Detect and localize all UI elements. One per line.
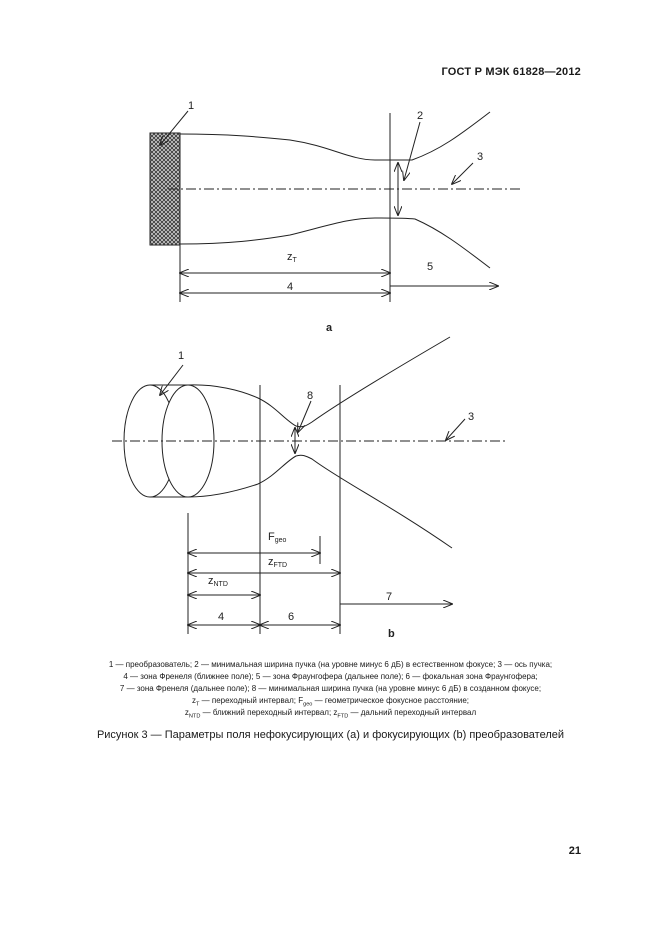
label-zntd-b: zNTD	[208, 575, 228, 588]
label-5-a: 5	[427, 261, 434, 273]
document-header: ГОСТ Р МЭК 61828—2012	[441, 66, 581, 78]
leader-2-a	[404, 122, 420, 180]
figure-b	[112, 337, 508, 634]
leader-3-a	[452, 163, 473, 184]
label-zftd-b: zFTD	[268, 556, 288, 569]
label-fgeo-b: Fgeo	[268, 531, 287, 544]
figure-a	[150, 111, 522, 302]
beam-upper-b	[188, 337, 450, 427]
leader-3-b	[446, 419, 465, 440]
label-3-a: 3	[477, 151, 484, 163]
page-number: 21	[568, 845, 581, 857]
legend-line-3: 7 — зона Френеля (дальнее поле); 8 — минимальная ширина пучка (на уровне минус 6 дБ) в созданном фокусе;	[119, 684, 542, 693]
label-1-b: 1	[178, 350, 185, 362]
legend-line-2: 4 — зона Френеля (ближнее поле); 5 — зона Фраунгофера (дальнее поле); 6 — фокальная зона Фраунгофера;	[123, 672, 538, 681]
legend-line-5: $z_{NTD}$ — ближний переходный интервал; $z_{FTD}$ — дальний переходный интервал	[184, 708, 477, 720]
beam-upper-a	[180, 112, 490, 160]
label-1-a: 1	[188, 100, 195, 112]
label-6-b: 6	[288, 611, 295, 623]
label-4-b: 4	[218, 611, 225, 623]
label-7-b: 7	[386, 591, 393, 603]
beam-lower-a	[180, 218, 490, 268]
label-2-a: 2	[417, 110, 424, 122]
figure-title: Рисунок 3 — Параметры поля нефокусирующих (a) и фокусирующих (b) преобразователей	[96, 729, 565, 741]
label-4-a: 4	[287, 281, 294, 293]
caption-a: a	[326, 322, 333, 334]
legend-line-1: 1 — преобразователь; 2 — минимальная ширина пучка (на уровне минус 6 дБ) в естественном фокусе; 3 — ось пучка;	[108, 660, 553, 669]
beam-lower-b	[188, 455, 452, 548]
label-3-b: 3	[468, 411, 475, 423]
leader-8-b	[298, 401, 311, 432]
figure-b-labels	[178, 350, 474, 640]
caption-b: b	[388, 628, 395, 640]
legend-line-4: $z_T$ — переходный интервал; $F_{geo}$ — геометрическое фокусное расстояние;	[192, 696, 469, 708]
label-8-b: 8	[307, 390, 314, 402]
label-zt-a: zT	[287, 251, 297, 264]
